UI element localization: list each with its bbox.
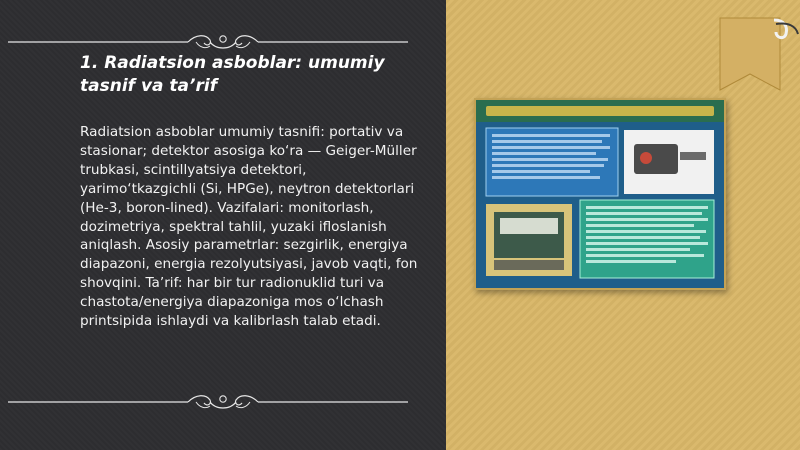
- bookmark-ribbon-icon: [718, 16, 800, 98]
- slide-thumbnail-image: [474, 98, 726, 290]
- slide-title: 1. Radiatsion asboblar: umumiy tasnif va ta’rif: [80, 53, 385, 96]
- equipment-collage-image: [476, 100, 724, 288]
- slide-body-text: Radiatsion asboblar umumiy tasnifi: portativ va stasionar; detektor asosiga ko‘ra — Geiger-Müller trubkasi, scintillyatsiya detektori, yarimo‘tkazgichli (Si, HPGe), neytron detektorlari (He-3, boron-lined). Vazifalari: monitorlash, dozimetriya, spektral tahlil, yuzaki ifloslanish aniqlash. Asosiy parametrlar: sezgirlik, energiya diapazoni, energia rezolyutsiyasi, javob vaqti, fon shovqini. Ta’rif: har bir tur radionuklid turi va chastota/energiya diapazoniga mos o‘lchash printsipida ishlaydi va kalibrlash talab etadi.: [80, 124, 418, 330]
- top-ornament-flourish-icon: [0, 30, 446, 54]
- bottom-ornament-flourish-icon: [0, 390, 446, 414]
